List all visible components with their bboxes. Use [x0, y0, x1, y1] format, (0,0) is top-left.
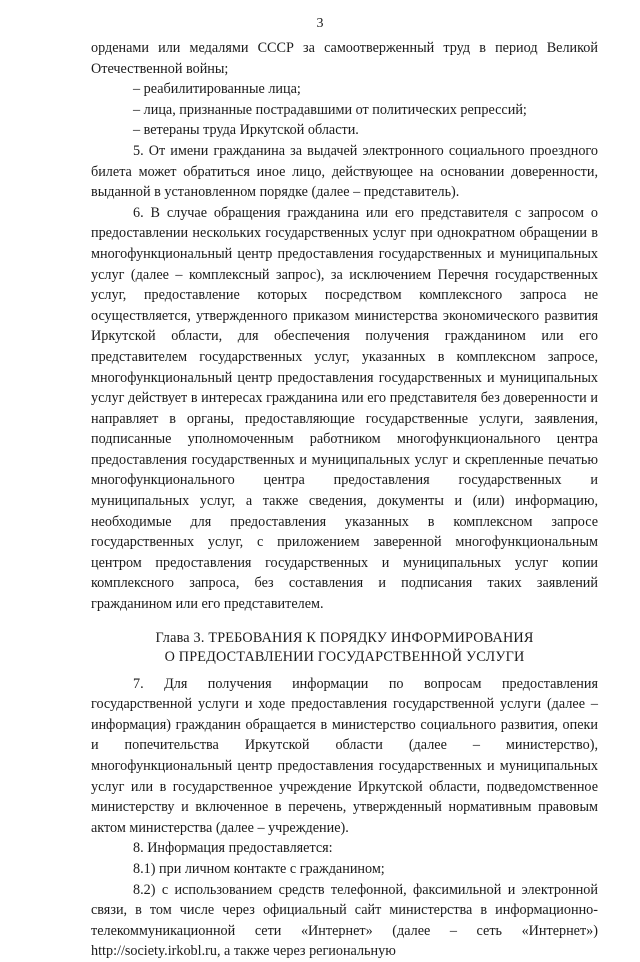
paragraph-6: 6. В случае обращения гражданина или его представителя с запросом о предоставлении нескольких государственных услуг при однократном обращении в многофункциональный центр предоставления государственных и муниципальных услуг (далее – комплексный запрос), за исключением Перечня государственных услуг, предоставление которых посредством комплексного запроса не осуществляется, утвержденного приказом министерства экономического развития Иркутской области, для обеспечения получения гражданином или его представителем государственных услуг, указанных в комплексном запросе, многофункциональный центр предоставления государственных и муниципальных услуг действует в интересах гражданина или его представителя без доверенности и направляет в органы, предоставляющие государственные услуги, заявления, подписанные уполномоченным работником многофункционального центра предоставления государственных и муниципальных услуг и скрепленные печатью многофункционального центра предоставления государственных и муниципальных услуг, а также сведения, документы и (или) информацию, необходимые для предоставления указанных в комплексном запросе государственных услуг, с приложением заверенной многофункциональным центром предоставления государственных и муниципальных услуг копии комплексного запроса, без составления и подписания таких заявлений гражданином или его представителем. [91, 204, 598, 613]
paragraph-8-1: 8.1) при личном контакте с гражданином; [133, 860, 385, 877]
chapter-heading [91, 629, 598, 667]
chapter-heading-line-1: Глава 3. ТРЕБОВАНИЯ К ПОРЯДКУ ИНФОРМИРОВАНИЯ [155, 629, 534, 646]
chapter-heading-line-2: О ПРЕДОСТАВЛЕНИИ ГОСУДАРСТВЕННОЙ УСЛУГИ [164, 648, 525, 665]
document-body [91, 38, 598, 962]
paragraph-7: 7. Для получения информации по вопросам предоставления государственной услуги и ходе предоставления государственной услуги (далее – информация) гражданин обращается в министерство социального развития, опеки и попечительства Иркутской области (далее – министерство), многофункциональный центр предоставления государственных и муниципальных услуг или в государственное учреждение Иркутской области, подведомственное министерству и включенное в перечень, утвержденный нормативным правовым актом министерства (далее – учреждение). [91, 675, 598, 836]
paragraph-8-2: 8.2) с использованием средств телефонной, факсимильной и электронной связи, в том числе через официальный сайт министерства в информационно-телекоммуникационной сети «Интернет» (далее – сеть «Интернет») http://society.irkobl.ru, а также через региональную [91, 881, 598, 960]
list-item-labor-veterans: – ветераны труда Иркутской области. [133, 122, 359, 139]
page-number: 3 [316, 16, 324, 31]
list-item-repression-victims: – лица, признанные пострадавшими от политических репрессий; [133, 101, 527, 118]
list-item-rehabilitated: – реабилитированные лица; [133, 81, 301, 98]
paragraph-8: 8. Информация предоставляется: [133, 840, 333, 857]
paragraph-continuation: орденами или медалями СССР за самоотверженный труд в период Великой Отечественной войны; [91, 40, 598, 77]
paragraph-5: 5. От имени гражданина за выдачей электронного социального проездного билета может обратиться иное лицо, действующее на основании доверенности, выданной в установленном порядке (далее – представитель). [91, 142, 598, 201]
